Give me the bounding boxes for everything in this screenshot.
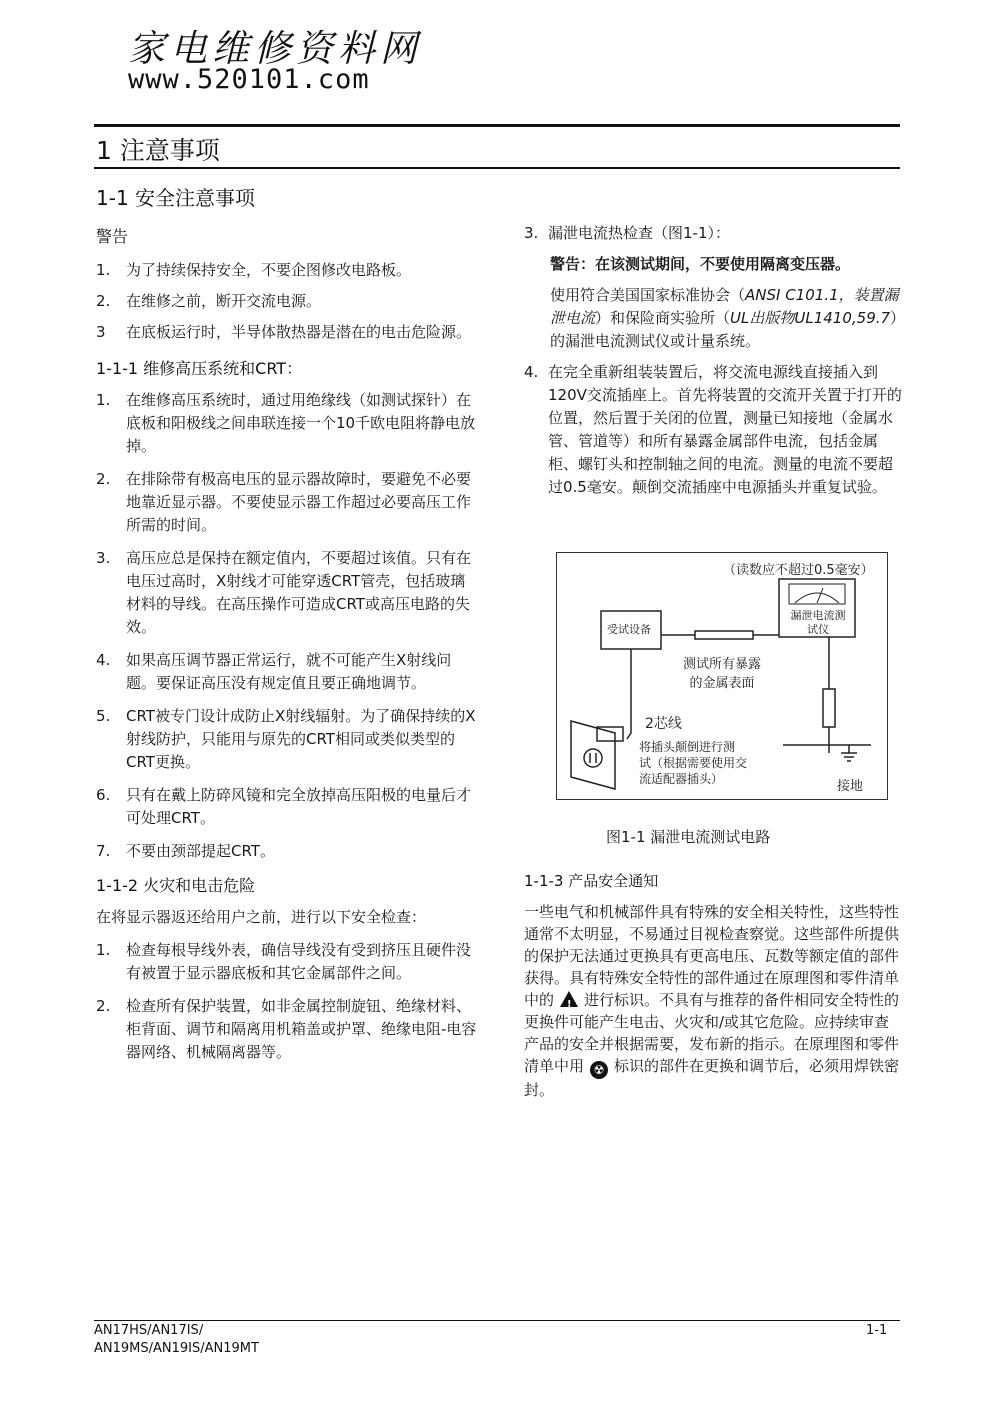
item-text: 在底板运行时，半导体散热器是潜在的电击危险源。: [126, 323, 472, 341]
cord-label: 2芯线: [645, 716, 682, 732]
wall-outlet: [571, 721, 615, 789]
meter-needle: [817, 588, 823, 603]
plug-note-line: 试（根据需要使用交: [639, 756, 748, 770]
site-logo-url: www.520101.com: [128, 64, 370, 95]
list-item: [96, 840, 480, 863]
title-rule: [94, 167, 900, 169]
product-text-3: 标识的部件在更换和调节后，必须用焊铁密封。: [524, 1057, 900, 1099]
wire-resistor: [695, 631, 753, 639]
list-item: [96, 995, 480, 1064]
reading-note: （读数应不超过0.5毫安）: [723, 563, 874, 578]
item-text: 在排除带有极高电压的显示器故障时，要避免不必要地靠近显示器。不要使显示器工作超过必要高压工作所需的时间。: [126, 470, 472, 534]
list-item: [96, 705, 480, 774]
item-text: 在维修之前，断开交流电源。: [126, 292, 322, 310]
leak-check-item: [524, 222, 902, 245]
item-number: 1.: [96, 391, 111, 409]
list-item: [96, 468, 480, 537]
leak-ul: UL出版物UL1410,59.7: [730, 309, 891, 327]
surface-label-line: 测试所有暴露: [683, 657, 762, 672]
item-text: 漏泄电流热检查（图1-1）：: [548, 224, 731, 242]
page-number: 1-1: [866, 1323, 888, 1338]
plug-note: [639, 739, 747, 787]
hv-heading: 1-1-1 维修高压系统和CRT：: [96, 359, 303, 378]
footer-model-line: AN19MS/AN19IS/AN19MT: [94, 1341, 259, 1356]
item-number: 4.: [524, 363, 539, 381]
footer-model-line: AN17HS/AN17IS/: [94, 1323, 204, 1338]
item-number: 2.: [96, 292, 111, 310]
leak-body-1: 使用符合美国国家标准协会（: [550, 286, 746, 304]
item-number: 1.: [96, 941, 111, 959]
item-text: 只有在戴上防碎风镜和完全放掉高压阳极的电量后才可处理CRT。: [126, 786, 472, 827]
fire-heading: 1-1-2 火灾和电击危险: [96, 876, 256, 895]
plug-note-line: 将插头颠倒进行测: [639, 740, 736, 754]
list-item: [524, 361, 902, 499]
product-text-2: 进行标识。不具有与推荐的备件相同安全特性的更换件可能产生电击、火灾和/或其它危险。应持续审查产品的安全并根据需要，发布新的指示。在原理图和零件清单中用: [524, 991, 900, 1075]
product-safety: [524, 870, 902, 1101]
item-number: 6.: [96, 786, 111, 804]
page-title: 1 注意事项: [96, 136, 220, 165]
item-text: 高压应总是保持在额定值内，不要超过该值。只有在电压过高时，X射线才可能穿透CRT管壳，包括玻璃材料的导线。在高压操作可造成CRT或高压电路的失效。: [126, 549, 472, 636]
item-number: 3.: [524, 224, 539, 242]
item-number: 5.: [96, 707, 111, 725]
surface-label: [683, 655, 761, 693]
warning-triangle-icon: [560, 991, 578, 1007]
item-text: 检查所有保护装置，如非金属控制旋钮、绝缘材料、柜背面、调节和隔离用机箱盖或护罩、绝缘电阻-电容器网络、机械隔离器等。: [126, 997, 477, 1061]
list-item: [96, 321, 480, 344]
outlet-socket-icon: [584, 749, 602, 767]
item-text: 如果高压调节器正常运行，就不可能产生X射线问题。要保证高压没有规定值且要正确地调节。: [126, 651, 452, 692]
list-item: [96, 389, 480, 458]
fire-intro: 在将显示器返还给用户之前，进行以下安全检查：: [96, 908, 427, 926]
footer-rule: [94, 1320, 900, 1321]
footer-models: [94, 1322, 259, 1358]
item-text: 为了持续保持安全，不要企图修改电路板。: [126, 261, 412, 279]
item-text: 在完全重新组装装置后，将交流电源线直接插入到120V交流插座上。首先将装置的交流开关置于打开的位置，然后置于关闭的位置，测量已知接地（金属水管、管道等）和所有暴露金属部件电流，包括金属柜、螺钉头和控制轴之间的电流。测量的电流不要超过0.5毫安。颠倒交流插座中电源插头并重复试验。: [548, 363, 902, 496]
site-logo-chinese: 家电维修资料网: [128, 27, 422, 70]
section-heading: 1-1 安全注意事项: [96, 186, 256, 210]
leak-body-2: ）和保险商实验所（: [595, 309, 731, 327]
item-number: 4.: [96, 651, 111, 669]
item-number: 2.: [96, 997, 111, 1015]
item-number: 3: [96, 323, 106, 341]
product-heading: 1-1-3 产品安全通知: [524, 872, 659, 890]
figure-caption: 图1-1 漏泄电流测试电路: [606, 828, 771, 846]
list-item: [96, 547, 480, 639]
device-label: 受试设备: [607, 623, 651, 636]
top-rule: [94, 124, 900, 127]
meter-label: [787, 609, 849, 637]
plug-note-line: 流适配器插头）: [639, 772, 724, 786]
warning-heading: 警告: [96, 227, 129, 246]
power-cord: [627, 649, 631, 739]
item-number: 1.: [96, 261, 111, 279]
ground-label: 接地: [837, 779, 864, 794]
item-number: 3.: [96, 549, 111, 567]
list-item: [96, 290, 480, 313]
meter-label-line: 试仪: [807, 623, 829, 636]
left-column: [96, 224, 480, 1064]
list-item: [96, 784, 480, 830]
item-text: 检查每根导线外表，确信导线没有受到挤压且硬件没有被置于显示器底板和其它金属部件之间。: [126, 941, 472, 982]
leak-body: [550, 284, 902, 353]
meter-label-line: 漏泄电流测: [790, 609, 846, 622]
leak-warning: 警告：在该测试期间，不要使用隔离变压器。: [550, 255, 851, 273]
leak-body-3: ）的漏泄电流测试仪或计量系统。: [550, 309, 898, 350]
item-text: 在维修高压系统时，通过用绝缘线（如测试探针）在底板和阳极线之间串联连接一个10千欧电阻将静电放掉。: [126, 391, 476, 455]
product-text-1: 一些电气和机械部件具有特殊的安全相关特性，这些特性通常不太明显，不易通过目视检查察觉。这些部件所提供的保护无法通过更换具有更高电压、瓦数等额定值的部件获得。具有特殊安全特性的部件通过在原理图和零件清单中的: [524, 903, 900, 1009]
list-item: [96, 259, 480, 282]
item-text: 不要由颈部提起CRT。: [126, 842, 275, 860]
hazard-symbol-icon: ☢: [590, 1061, 608, 1079]
right-column: [524, 222, 902, 499]
probe-resistor: [823, 689, 835, 727]
item-text: CRT被专门设计成防止X射线辐射。为了确保持续的X射线防护，只能用与原先的CRT相同或类似类型的CRT更换。: [126, 707, 476, 771]
list-item: [96, 649, 480, 695]
list-item: [96, 939, 480, 985]
meter-arc: [795, 593, 839, 603]
item-number: 2.: [96, 470, 111, 488]
leakage-test-figure: [556, 552, 888, 800]
item-number: 7.: [96, 842, 111, 860]
surface-label-line: 的金属表面: [689, 676, 755, 691]
product-text: [524, 901, 902, 1101]
leak-ansi: ANSI C101.1，装置漏泄电流: [550, 286, 899, 327]
